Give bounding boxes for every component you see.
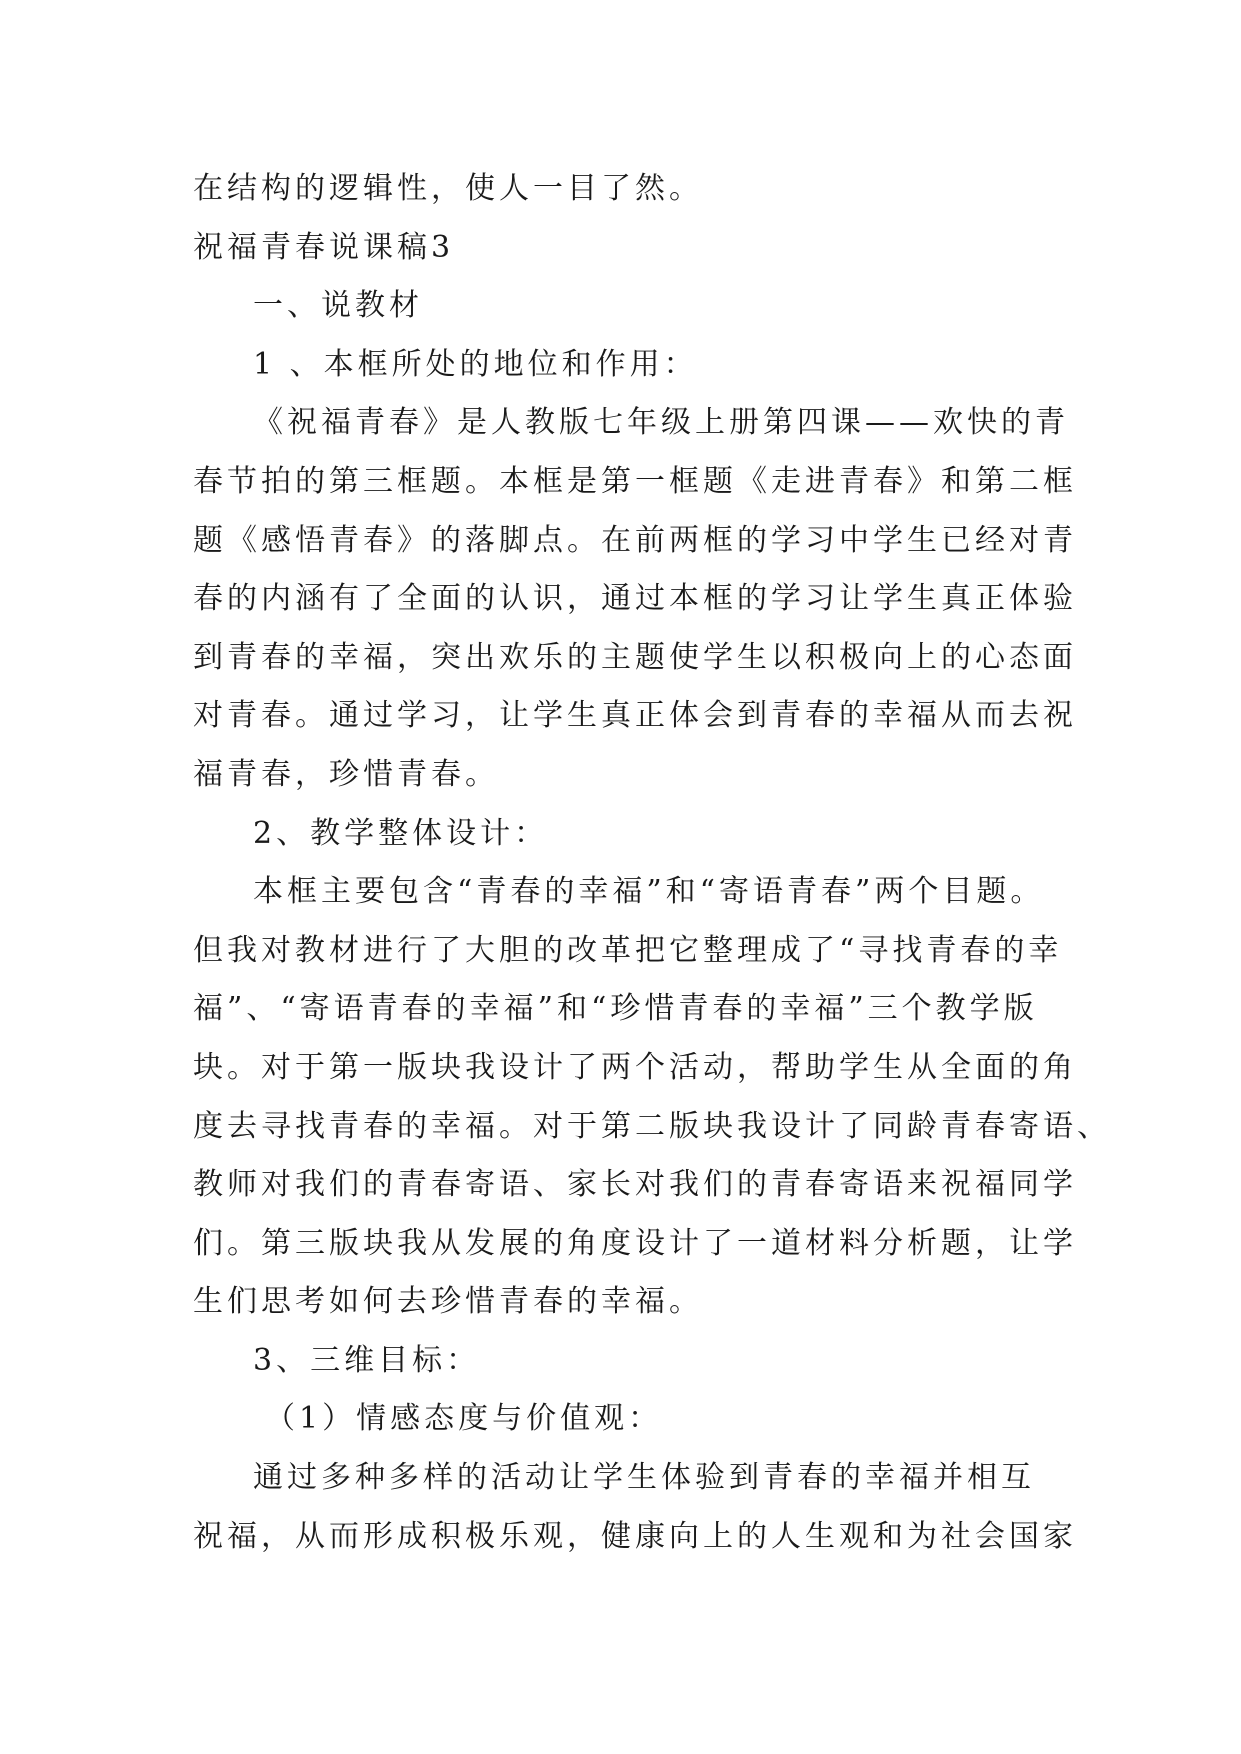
subsection-heading: 1 、本框所处的地位和作用：	[253, 346, 698, 382]
paragraph-line: 题《感悟青春》的落脚点。在前两框的学习中学生已经对青	[193, 522, 1077, 558]
paragraph-line: 们。第三版块我从发展的角度设计了一道材料分析题，让学	[193, 1225, 1077, 1261]
section-heading: 一、说教材	[253, 288, 423, 324]
paragraph-line: 度去寻找青春的幸福。对于第二版块我设计了同龄青春寄语、	[193, 1108, 1111, 1144]
paragraph-line: 祝福，从而形成积极乐观，健康向上的人生观和为社会国家	[193, 1518, 1077, 1554]
document-title: 祝福青春说课稿3	[193, 229, 455, 265]
paragraph-line: 福青春，珍惜青春。	[193, 756, 499, 792]
paragraph-line: 但我对教材进行了大胆的改革把它整理成了“寻找青春的幸	[193, 932, 1063, 968]
paragraph-line: 教师对我们的青春寄语、家长对我们的青春寄语来祝福同学	[193, 1167, 1077, 1203]
paragraph-line: 通过多种多样的活动让学生体验到青春的幸福并相互	[253, 1460, 1035, 1496]
paragraph-line: 到青春的幸福，突出欢乐的主题使学生以积极向上的心态面	[193, 639, 1077, 675]
paragraph-line: 《祝福青春》是人教版七年级上册第四课——欢快的青	[253, 405, 1069, 441]
document-body	[193, 160, 1111, 1566]
subsection-heading: 2、教学整体设计：	[253, 815, 549, 851]
paragraph-line: 块。对于第一版块我设计了两个活动，帮助学生从全面的角	[193, 1049, 1077, 1085]
text-line: 在结构的逻辑性，使人一目了然。	[193, 171, 703, 206]
paragraph-line: 对青春。通过学习，让学生真正体会到青春的幸福从而去祝	[193, 698, 1077, 734]
paragraph-line: 春的内涵有了全面的认识，通过本框的学习让学生真正体验	[193, 581, 1077, 617]
paragraph-line: 生们思考如何去珍惜青春的幸福。	[193, 1284, 703, 1320]
paragraph-line: 春节拍的第三框题。本框是第一框题《走进青春》和第二框	[193, 463, 1077, 499]
subsection-heading: （1）情感态度与价值观：	[265, 1401, 663, 1437]
subsection-heading: 3、三维目标：	[253, 1342, 481, 1378]
paragraph-line: 福”、“寄语青春的幸福”和“珍惜青春的幸福”三个教学版	[193, 991, 1038, 1027]
paragraph-line: 本框主要包含“青春的幸福”和“寄语青春”两个目题。	[253, 874, 1045, 910]
